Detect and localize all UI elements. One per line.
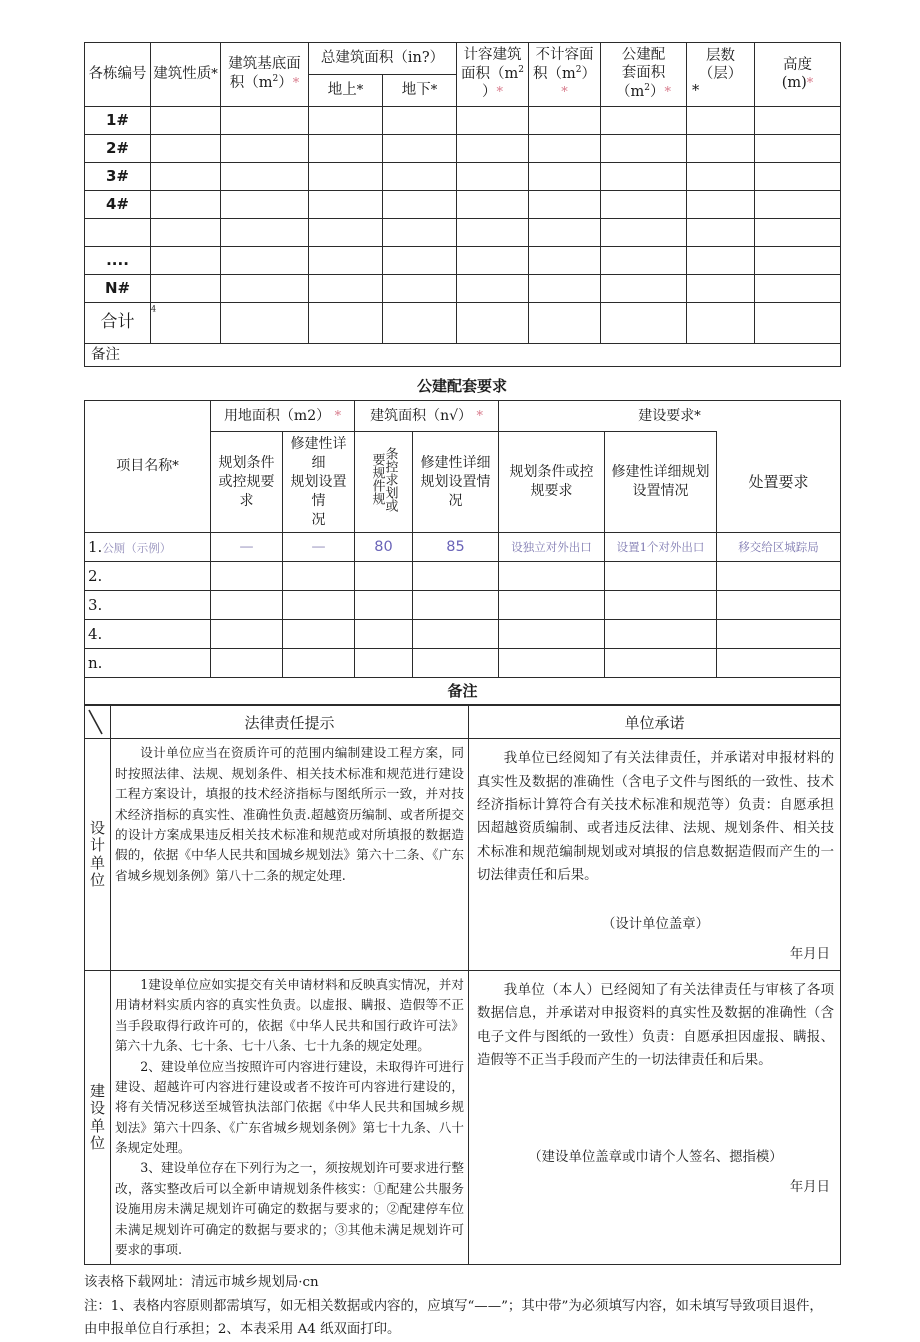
note-line-2: 由申报单位自行承担；2、本表采用 A4 纸双面打印。 — [84, 1322, 401, 1338]
header-build-requirement: 建设要求* — [499, 401, 841, 432]
cell-height[interactable] — [755, 219, 841, 247]
header-land-detail-plan: 修建性详细 规划设置情 况 — [283, 432, 355, 533]
cell-public[interactable] — [601, 107, 687, 135]
table2-header-row-1 — [85, 401, 841, 432]
construction-unit-row — [85, 970, 841, 1264]
legal-responsibility-table — [84, 705, 841, 1265]
cell-nonfar[interactable] — [529, 107, 601, 135]
total-cell-below[interactable] — [383, 303, 457, 344]
header-base-area: 建筑基底面 积$(m^2)*$ — [221, 43, 309, 107]
cell-nonfar[interactable] — [529, 135, 601, 163]
cell-above[interactable] — [309, 107, 383, 135]
header-build-detail-plan: 修建性详细 规划设置情 况 — [413, 432, 499, 533]
cell-above[interactable] — [309, 191, 383, 219]
table3-header-row — [85, 706, 841, 739]
cell-far[interactable] — [457, 135, 529, 163]
construction-unit-label: 建设单位 — [85, 970, 111, 1264]
row-label: .... — [85, 247, 151, 275]
table-row — [85, 562, 841, 591]
design-seal-text: （设计单位盖章） — [601, 917, 710, 933]
cell-above[interactable] — [309, 247, 383, 275]
cell-far[interactable] — [457, 219, 529, 247]
cell-nonfar[interactable] — [529, 219, 601, 247]
cell-public[interactable] — [601, 247, 687, 275]
cell-project-name[interactable]: 2. — [85, 562, 211, 591]
cell-above[interactable] — [309, 163, 383, 191]
cell-land-plan[interactable] — [211, 562, 283, 591]
design-date-text: 年月日 — [789, 946, 830, 962]
cell-req-plan[interactable] — [499, 562, 605, 591]
total-cell-height[interactable] — [755, 303, 841, 344]
design-unit-notice: 设计单位应当在资质许可的范围内编制建设工程方案，同时按照法律、法规、规划条件、相关技术标准和规范进行建设工程方案设计，填报的技术经济指标与图纸所示一致，并对技术经济指标的真实性、准确性负责.超越资历编制、或者所提交的设计方案成果违反相关技术标准和规范或对所填报的数据造假的，依据《中华人民共和国城乡规划法》第六十二条、《广东省城乡规划条例》第八十二条的规定处理. — [111, 739, 469, 971]
cell-height[interactable] — [755, 247, 841, 275]
cell-build-plan[interactable] — [355, 649, 413, 678]
cell-req-detail[interactable] — [605, 591, 717, 620]
header-building-no: 各栋编号 — [85, 43, 151, 107]
cell-public[interactable] — [601, 275, 687, 303]
cell-floors[interactable] — [687, 275, 755, 303]
construction-date-text: 年月日 — [789, 1179, 830, 1195]
cell-floors[interactable] — [687, 191, 755, 219]
cell-public[interactable] — [601, 163, 687, 191]
header-unit-commitment: 单位承诺 — [469, 706, 841, 739]
design-unit-row — [85, 739, 841, 971]
cell-land-detail[interactable] — [283, 649, 355, 678]
table-row — [85, 275, 841, 303]
total-cell-nature[interactable] — [151, 303, 221, 344]
total-cell-above[interactable] — [309, 303, 383, 344]
cell-disposal[interactable] — [717, 649, 841, 678]
total-cell-public[interactable] — [601, 303, 687, 344]
cell-height[interactable] — [755, 107, 841, 135]
cell-below[interactable] — [383, 163, 457, 191]
cell-build-detail[interactable] — [413, 591, 499, 620]
cell-floors[interactable] — [687, 135, 755, 163]
total-cell-nonfar[interactable] — [529, 303, 601, 344]
header-land-area: 用地面积（m2） * — [211, 401, 355, 432]
row-label — [85, 219, 151, 247]
total-cell-far[interactable] — [457, 303, 529, 344]
cell-req-detail[interactable] — [605, 562, 717, 591]
cell-disposal[interactable] — [717, 562, 841, 591]
cell-build-detail[interactable]: 85 — [413, 533, 499, 562]
header-floors: 层数 （层） * — [687, 43, 755, 107]
header-below-ground: 地下* — [383, 75, 457, 107]
construction-seal-text: （建设单位盖章或巾请个人签名、摁指模） — [528, 1150, 783, 1166]
design-unit-label: 设计单位 — [85, 739, 111, 971]
cell-nature[interactable] — [151, 135, 221, 163]
table1-header-row — [85, 43, 841, 75]
header-build-area: 建筑面积（n√） * — [355, 401, 499, 432]
cell-land-detail[interactable] — [283, 620, 355, 649]
cell-above[interactable] — [309, 275, 383, 303]
header-building-nature: 建筑性质* — [151, 43, 221, 107]
cell-build-plan[interactable] — [355, 562, 413, 591]
vertical-header-col: 条控求划或 — [382, 446, 398, 512]
header-req-plan-condition: 规划条件或控 规要求 — [499, 432, 605, 533]
total-cell-base[interactable] — [221, 303, 309, 344]
diagonal-slash-icon — [85, 706, 111, 739]
row-label: 2# — [85, 135, 151, 163]
table-row — [85, 620, 841, 649]
cell-base-area[interactable] — [221, 219, 309, 247]
public-facility-section-title: 公建配套要求 — [416, 377, 507, 395]
total-label: 合计 — [85, 303, 151, 344]
cell-far[interactable] — [457, 275, 529, 303]
cell-above[interactable] — [309, 135, 383, 163]
table-row — [85, 247, 841, 275]
cell-base-area[interactable] — [221, 191, 309, 219]
public-facility-table — [84, 400, 841, 705]
cell-nature[interactable] — [151, 163, 221, 191]
construction-unit-notice: 1建设单位应如实提交有关申请材料和反映真实情况，并对用请材料实质内容的真实性负责。以虚报、瞒报、造假等不正当手段取得行政许可的，依据《中华人民共和国行政许可法》第六十九条、七十条、七十八条、七十九条的规定处理。 2、建设单位应当按照许可内容进行建设，未取得许可进行建设、超越许可内容进行建设或者不按许可内容进行建设的，将有关情况移送至城管执法部门依据《中华人民共和国城乡规划法》第六十四条、《广东省城乡规划条例》第七十九条、八十条规定处理。 3、建设单位存在下列行为之一，须按规划许可要求进行整改，落实整改后可以全新申请规划条件核实：①配建公共服务设施用房未满足规划许可确定的数据与要求的；②配建停车位未满足规划许可确定的数据与要求的；③其他未满足规划许可要求的事项. — [111, 970, 469, 1264]
cell-base-area[interactable] — [221, 275, 309, 303]
header-nonfar-area: 不计容面 积$(m^2)*$ — [529, 43, 601, 107]
cell-floors[interactable] — [687, 107, 755, 135]
cell-height[interactable] — [755, 163, 841, 191]
table-row — [85, 591, 841, 620]
cell-public[interactable] — [601, 191, 687, 219]
cell-build-plan[interactable]: 80 — [355, 533, 413, 562]
cell-build-plan[interactable] — [355, 620, 413, 649]
header-above-ground: 地上* — [309, 75, 383, 107]
construction-unit-promise: 我单位（本人）已经阅知了有关法律责任与审核了各项数据信息，并承诺对申报资料的真实性及数据的准确性（含电子文件与图纸的一致性）负责：自愿承担因虚报、瞒报、造假等不正当手段而产生的一切法律责任和后果。 （建设单位盖章或巾请个人签名、摁指模） 年月日 — [469, 970, 841, 1264]
cell-req-plan[interactable] — [499, 620, 605, 649]
cell-build-plan[interactable] — [355, 591, 413, 620]
cell-far[interactable] — [457, 163, 529, 191]
row-label: N# — [85, 275, 151, 303]
total-cell-floors[interactable] — [687, 303, 755, 344]
table2-beizhu-row — [85, 678, 841, 705]
cell-land-plan[interactable] — [211, 591, 283, 620]
cell-floors[interactable] — [687, 163, 755, 191]
total-superscript: 4 — [151, 304, 157, 314]
header-legal-notice: 法律责任提示 — [111, 706, 469, 739]
cell-land-plan[interactable] — [211, 620, 283, 649]
cell-nonfar[interactable] — [529, 191, 601, 219]
download-url-line: 该表格下载网址：清远市城乡规划局·cn — [84, 1275, 319, 1291]
cell-base-area[interactable] — [221, 135, 309, 163]
cell-land-detail[interactable]: — — [283, 533, 355, 562]
cell-floors[interactable] — [687, 219, 755, 247]
cell-height[interactable] — [755, 275, 841, 303]
cell-project-name[interactable]: 4. — [85, 620, 211, 649]
cell-req-plan[interactable]: 设独立对外出口 — [499, 533, 605, 562]
cell-height[interactable] — [755, 191, 841, 219]
cell-land-plan[interactable] — [211, 649, 283, 678]
cell-base-area[interactable] — [221, 163, 309, 191]
header-total-area: 总建筑面积（in?） — [309, 43, 457, 75]
cell-below[interactable] — [383, 135, 457, 163]
cell-land-detail[interactable] — [283, 591, 355, 620]
cell-nature[interactable] — [151, 107, 221, 135]
table2-beizhu-label: 备注 — [85, 678, 841, 705]
cell-below[interactable] — [383, 219, 457, 247]
table1-beizhu-row — [85, 344, 841, 367]
table-row — [85, 219, 841, 247]
cell-above[interactable] — [309, 219, 383, 247]
table-row — [85, 163, 841, 191]
table-row — [85, 533, 841, 562]
cell-disposal[interactable]: 移交给区城踪局 — [717, 533, 841, 562]
cell-height[interactable] — [755, 135, 841, 163]
header-build-plan-condition — [355, 432, 413, 533]
table-row — [85, 107, 841, 135]
row-label: 1# — [85, 107, 151, 135]
design-unit-promise: 我单位已经阅知了有关法律责任，并承诺对申报材料的真实性及数据的准确性（含电子文件与图纸的一致性、技术经济指标计算符合有关技术标准和规范等）负责：自愿承担因超越资质编制、或者违反法律、法规、规划条件、相关技术标准和规范编制规划或对填报的信息数据造假而产生的一切法律责任和后果。 （设计单位盖章） 年月日 — [469, 739, 841, 971]
header-public-area: 公建配 套面积 $(m^2)*$ — [601, 43, 687, 107]
cell-nature[interactable] — [151, 247, 221, 275]
row-label: 3# — [85, 163, 151, 191]
cell-base-area[interactable] — [221, 107, 309, 135]
technical-indicator-table — [84, 42, 841, 367]
cell-req-plan[interactable] — [499, 591, 605, 620]
header-req-detail-plan: 修建性详细规划 设置情况 — [605, 432, 717, 533]
cell-below[interactable] — [383, 107, 457, 135]
table-row — [85, 191, 841, 219]
cell-below[interactable] — [383, 275, 457, 303]
cell-project-name[interactable]: n. — [85, 649, 211, 678]
header-disposal-requirement: 处置要求 — [717, 432, 841, 533]
cell-below[interactable] — [383, 191, 457, 219]
cell-project-name[interactable]: 1.公厕（示例） — [85, 533, 211, 562]
cell-nature[interactable] — [151, 275, 221, 303]
cell-base-area[interactable] — [221, 247, 309, 275]
row-label: 4# — [85, 191, 151, 219]
cell-build-detail[interactable] — [413, 649, 499, 678]
cell-far[interactable] — [457, 191, 529, 219]
cell-req-plan[interactable] — [499, 649, 605, 678]
cell-nonfar[interactable] — [529, 163, 601, 191]
header-project-name: 项目名称* — [85, 401, 211, 533]
cell-public[interactable] — [601, 135, 687, 163]
footer-notes — [84, 1271, 844, 1341]
cell-req-detail[interactable]: 设置1个对外出口 — [605, 533, 717, 562]
vertical-header-col: 要规件规 — [369, 453, 385, 506]
cell-build-detail[interactable] — [413, 562, 499, 591]
cell-far[interactable] — [457, 247, 529, 275]
cell-nature[interactable] — [151, 219, 221, 247]
table-row — [85, 135, 841, 163]
cell-below[interactable] — [383, 247, 457, 275]
cell-req-detail[interactable] — [605, 620, 717, 649]
cell-floors[interactable] — [687, 247, 755, 275]
cell-nature[interactable] — [151, 191, 221, 219]
table-row — [85, 649, 841, 678]
cell-far[interactable] — [457, 107, 529, 135]
note-line-1: 注：1、表格内容原则都需填写，如无相关数据或内容的，应填写“——”；其中带”为必须填写内容，如未填写导致项目退件， — [84, 1298, 823, 1314]
cell-public[interactable] — [601, 219, 687, 247]
cell-build-detail[interactable] — [413, 620, 499, 649]
header-height: 高度 (m)* — [755, 43, 841, 107]
cell-disposal[interactable] — [717, 591, 841, 620]
table1-total-row — [85, 303, 841, 344]
cell-nonfar[interactable] — [529, 247, 601, 275]
cell-nonfar[interactable] — [529, 275, 601, 303]
header-land-plan-condition: 规划条件 或控规要 求 — [211, 432, 283, 533]
cell-land-plan[interactable]: — — [211, 533, 283, 562]
cell-project-name[interactable]: 3. — [85, 591, 211, 620]
cell-disposal[interactable] — [717, 620, 841, 649]
cell-land-detail[interactable] — [283, 562, 355, 591]
header-far-area: 计容建筑 面积（$m^2$ ）* — [457, 43, 529, 107]
table1-beizhu-label: 备注 — [85, 344, 841, 367]
cell-req-detail[interactable] — [605, 649, 717, 678]
